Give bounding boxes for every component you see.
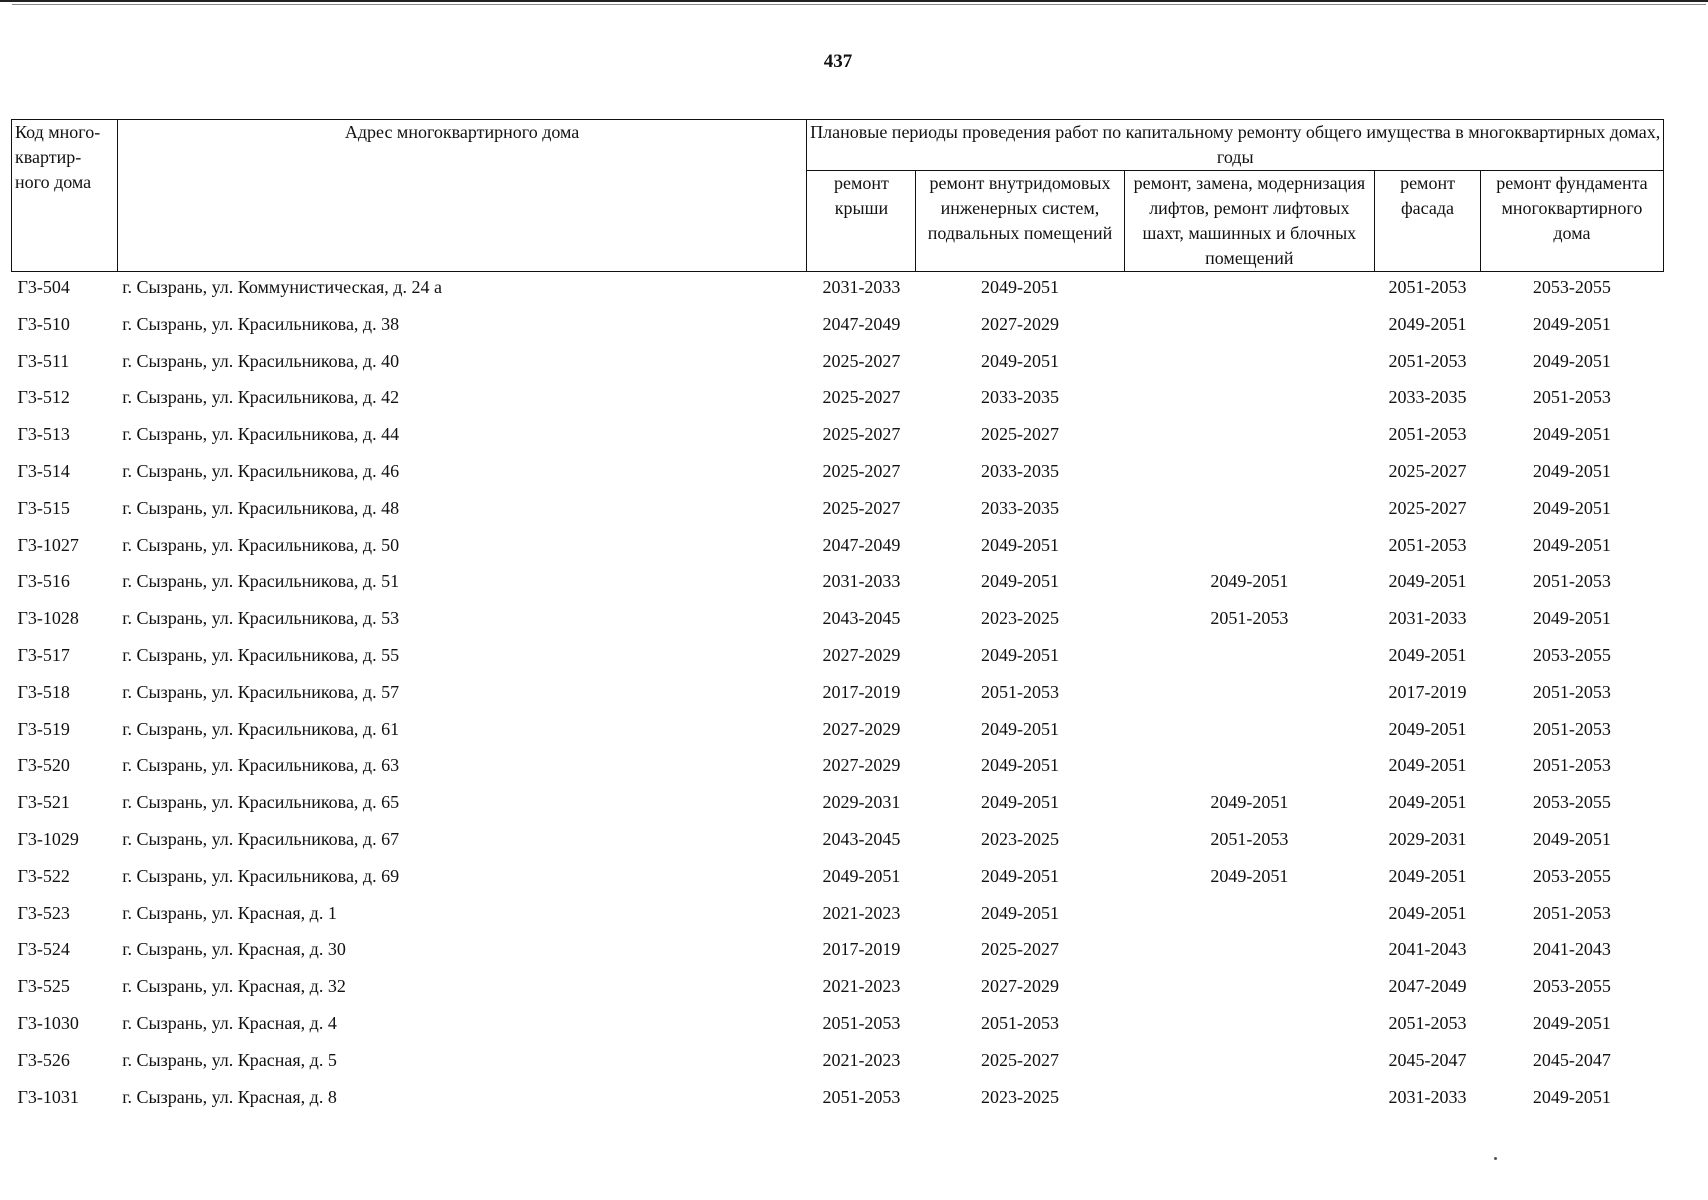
code-cell: Г3-511	[17, 350, 70, 371]
table-row	[12, 272, 1664, 309]
foundation-cell: 2049-2051	[1532, 460, 1611, 481]
roof-cell: 2047-2049	[822, 534, 901, 555]
engineering-cell: 2049-2051	[980, 571, 1059, 592]
foundation-cell: 2053-2055	[1532, 277, 1611, 297]
facade-cell: 2049-2051	[1388, 755, 1467, 776]
elevator-cell: 2049-2051	[1210, 865, 1289, 886]
elevator-cell	[1124, 714, 1375, 751]
roof-cell: 2027-2029	[822, 755, 901, 776]
table-row	[12, 787, 1664, 824]
elevator-cell	[1124, 1008, 1375, 1045]
engineering-cell: 2025-2027	[980, 424, 1059, 445]
table-row	[12, 1008, 1664, 1045]
facade-cell: 2031-2033	[1388, 1086, 1467, 1107]
facade-cell: 2051-2053	[1388, 424, 1467, 445]
roof-cell: 2021-2023	[822, 1049, 901, 1070]
code-cell: Г3-526	[17, 1049, 70, 1070]
roof-cell: 2051-2053	[822, 1086, 901, 1107]
engineering-cell: 2025-2027	[980, 1049, 1059, 1070]
engineering-cell: 2049-2051	[980, 644, 1059, 665]
roof-cell: 2025-2027	[822, 387, 901, 408]
elevator-cell: 2051-2053	[1210, 608, 1289, 629]
facade-cell: 2049-2051	[1388, 571, 1467, 592]
roof-cell: 2047-2049	[822, 313, 901, 334]
foundation-cell: 2049-2051	[1532, 424, 1611, 445]
code-cell: Г3-1030	[17, 1012, 79, 1033]
engineering-cell: 2033-2035	[980, 460, 1059, 481]
address-cell: г. Сызрань, ул. Красильникова, д. 57	[122, 681, 400, 702]
code-cell: Г3-523	[17, 902, 70, 923]
roof-cell: 2027-2029	[822, 644, 901, 665]
header-elevator: ремонт, замена, модернизация лифтов, ремонт лифтовых шахт, машинных и блочных помещений	[1124, 171, 1375, 272]
facade-cell: 2051-2053	[1388, 1012, 1467, 1033]
table-row	[12, 934, 1664, 971]
code-cell: Г3-525	[17, 976, 70, 997]
elevator-cell	[1124, 971, 1375, 1008]
address-cell: г. Сызрань, ул. Красная, д. 8	[122, 1086, 337, 1107]
code-cell: Г3-517	[17, 644, 70, 665]
elevator-cell	[1124, 272, 1375, 309]
address-cell: г. Сызрань, ул. Красильникова, д. 61	[122, 718, 400, 739]
roof-cell: 2051-2053	[822, 1012, 901, 1033]
elevator-cell	[1124, 1045, 1375, 1082]
top-border-line	[0, 0, 1708, 2]
foundation-cell: 2053-2055	[1532, 976, 1611, 997]
header-roof: ремонт крыши	[807, 171, 916, 272]
roof-cell: 2029-2031	[822, 792, 901, 813]
facade-cell: 2017-2019	[1388, 681, 1467, 702]
elevator-cell	[1124, 934, 1375, 971]
address-cell: г. Сызрань, ул. Красильникова, д. 40	[122, 350, 400, 371]
facade-cell: 2025-2027	[1388, 497, 1467, 518]
code-cell: Г3-524	[17, 939, 70, 960]
roof-cell: 2043-2045	[822, 608, 901, 629]
foundation-cell: 2053-2055	[1532, 865, 1611, 886]
engineering-cell: 2023-2025	[980, 1086, 1059, 1107]
roof-cell: 2031-2033	[822, 571, 901, 592]
facade-cell: 2049-2051	[1388, 313, 1467, 334]
foundation-cell: 2051-2053	[1532, 902, 1611, 923]
foundation-cell: 2049-2051	[1532, 534, 1611, 555]
facade-cell: 2049-2051	[1388, 865, 1467, 886]
code-cell: Г3-510	[17, 313, 70, 334]
foundation-cell: 2049-2051	[1532, 828, 1611, 849]
engineering-cell: 2025-2027	[980, 939, 1059, 960]
table-row	[12, 640, 1664, 677]
elevator-cell	[1124, 750, 1375, 787]
foundation-cell: 2049-2051	[1532, 1012, 1611, 1033]
engineering-cell: 2049-2051	[980, 865, 1059, 886]
table-row	[12, 530, 1664, 567]
foundation-cell: 2051-2053	[1532, 387, 1611, 408]
code-cell: Г3-516	[17, 571, 70, 592]
page-number: 437	[823, 51, 853, 72]
elevator-cell	[1124, 640, 1375, 677]
address-cell: г. Сызрань, ул. Красильникова, д. 63	[122, 755, 400, 776]
address-cell: г. Сызрань, ул. Красная, д. 1	[122, 902, 337, 923]
engineering-cell: 2023-2025	[980, 608, 1059, 629]
table-row	[12, 603, 1664, 640]
foundation-cell: 2049-2051	[1532, 497, 1611, 518]
address-cell: г. Сызрань, ул. Красильникова, д. 65	[122, 792, 400, 813]
engineering-cell: 2049-2051	[980, 902, 1059, 923]
engineering-cell: 2033-2035	[980, 497, 1059, 518]
repair-schedule-table	[11, 119, 1664, 1118]
engineering-cell: 2049-2051	[980, 718, 1059, 739]
table-row	[12, 382, 1664, 419]
engineering-cell: 2027-2029	[980, 313, 1059, 334]
facade-cell: 2051-2053	[1388, 277, 1467, 297]
address-cell: г. Сызрань, ул. Красильникова, д. 67	[122, 828, 400, 849]
code-cell: Г3-519	[17, 718, 70, 739]
address-cell: г. Сызрань, ул. Красильникова, д. 42	[122, 387, 400, 408]
header-foundation: ремонт фундамента многоквартирного дома	[1480, 171, 1663, 272]
engineering-cell: 2049-2051	[980, 350, 1059, 371]
code-cell: Г3-514	[17, 460, 70, 481]
elevator-cell	[1124, 382, 1375, 419]
roof-cell: 2025-2027	[822, 460, 901, 481]
facade-cell: 2045-2047	[1388, 1049, 1467, 1070]
foundation-cell: 2049-2051	[1532, 608, 1611, 629]
table-row	[12, 971, 1664, 1008]
engineering-cell: 2049-2051	[980, 534, 1059, 555]
table-row	[12, 677, 1664, 714]
roof-cell: 2025-2027	[822, 497, 901, 518]
code-cell: Г3-521	[17, 792, 70, 813]
foundation-cell: 2049-2051	[1532, 1086, 1611, 1107]
table-row	[12, 456, 1664, 493]
address-cell: г. Сызрань, ул. Красильникова, д. 53	[122, 608, 400, 629]
table-row	[12, 714, 1664, 751]
header-address: Адрес многоквартирного дома	[117, 120, 807, 272]
facade-cell: 2049-2051	[1388, 718, 1467, 739]
address-cell: г. Сызрань, ул. Красильникова, д. 38	[122, 313, 400, 334]
facade-cell: 2033-2035	[1388, 387, 1467, 408]
table-row	[12, 309, 1664, 346]
engineering-cell: 2049-2051	[980, 792, 1059, 813]
table-row	[12, 861, 1664, 898]
foundation-cell: 2049-2051	[1532, 350, 1611, 371]
code-cell: Г3-504	[17, 277, 70, 297]
foundation-cell: 2051-2053	[1532, 681, 1611, 702]
table-row	[12, 824, 1664, 861]
header-planned-periods: Плановые периоды проведения работ по капитальному ремонту общего имущества в многоквартирных домах, годы	[807, 120, 1664, 171]
elevator-cell	[1124, 493, 1375, 530]
code-cell: Г3-518	[17, 681, 70, 702]
facade-cell: 2051-2053	[1388, 534, 1467, 555]
code-cell: Г3-1028	[17, 608, 79, 629]
roof-cell: 2043-2045	[822, 828, 901, 849]
roof-cell: 2025-2027	[822, 350, 901, 371]
table-row	[12, 898, 1664, 935]
code-cell: Г3-522	[17, 865, 70, 886]
facade-cell: 2051-2053	[1388, 350, 1467, 371]
foundation-cell: 2051-2053	[1532, 571, 1611, 592]
code-cell: Г3-512	[17, 387, 70, 408]
engineering-cell: 2049-2051	[980, 755, 1059, 776]
address-cell: г. Сызрань, ул. Красильникова, д. 51	[122, 571, 400, 592]
facade-cell: 2041-2043	[1388, 939, 1467, 960]
elevator-cell	[1124, 530, 1375, 567]
code-cell: Г3-1029	[17, 828, 79, 849]
roof-cell: 2049-2051	[822, 865, 901, 886]
table-body	[12, 272, 1664, 1119]
roof-cell: 2021-2023	[822, 976, 901, 997]
elevator-cell	[1124, 309, 1375, 346]
foundation-cell: 2051-2053	[1532, 718, 1611, 739]
roof-cell: 2025-2027	[822, 424, 901, 445]
table-row	[12, 493, 1664, 530]
address-cell: г. Сызрань, ул. Красильникова, д. 44	[122, 424, 400, 445]
engineering-cell: 2023-2025	[980, 828, 1059, 849]
table-row	[12, 1082, 1664, 1119]
elevator-cell	[1124, 1082, 1375, 1119]
address-cell: г. Сызрань, ул. Красная, д. 30	[122, 939, 346, 960]
address-cell: г. Сызрань, ул. Красильникова, д. 55	[122, 644, 400, 665]
address-cell: г. Сызрань, ул. Красная, д. 4	[122, 1012, 337, 1033]
table-row	[12, 419, 1664, 456]
foundation-cell: 2051-2053	[1532, 755, 1611, 776]
facade-cell: 2025-2027	[1388, 460, 1467, 481]
elevator-cell	[1124, 677, 1375, 714]
address-cell: г. Сызрань, ул. Красная, д. 5	[122, 1049, 337, 1070]
elevator-cell: 2051-2053	[1210, 828, 1289, 849]
address-cell: г. Сызрань, ул. Красильникова, д. 48	[122, 497, 400, 518]
table-row	[12, 750, 1664, 787]
engineering-cell: 2033-2035	[980, 387, 1059, 408]
top-border-line-thin	[12, 4, 1706, 5]
foundation-cell: 2045-2047	[1532, 1049, 1611, 1070]
elevator-cell: 2049-2051	[1210, 571, 1289, 592]
table-row	[12, 346, 1664, 383]
code-cell: Г3-1031	[17, 1086, 79, 1107]
facade-cell: 2047-2049	[1388, 976, 1467, 997]
elevator-cell	[1124, 419, 1375, 456]
address-cell: г. Сызрань, ул. Красная, д. 32	[122, 976, 346, 997]
roof-cell: 2031-2033	[822, 277, 901, 297]
facade-cell: 2049-2051	[1388, 902, 1467, 923]
facade-cell: 2049-2051	[1388, 644, 1467, 665]
foundation-cell: 2041-2043	[1532, 939, 1611, 960]
foundation-cell: 2049-2051	[1532, 313, 1611, 334]
elevator-cell	[1124, 898, 1375, 935]
code-cell: Г3-520	[17, 755, 70, 776]
foundation-cell: 2053-2055	[1532, 792, 1611, 813]
engineering-cell: 2051-2053	[980, 1012, 1059, 1033]
address-cell: г. Сызрань, ул. Красильникова, д. 46	[122, 460, 400, 481]
facade-cell: 2029-2031	[1388, 828, 1467, 849]
table-row	[12, 566, 1664, 603]
elevator-cell: 2049-2051	[1210, 792, 1289, 813]
code-cell: Г3-1027	[17, 534, 79, 555]
roof-cell: 2027-2029	[822, 718, 901, 739]
foundation-cell: 2053-2055	[1532, 644, 1611, 665]
address-cell: г. Сызрань, ул. Красильникова, д. 69	[122, 865, 400, 886]
header-facade: ремонт фасада	[1375, 171, 1481, 272]
roof-cell: 2017-2019	[822, 681, 901, 702]
header-code: Код много-квартир-ного дома	[12, 120, 118, 272]
header-engineering: ремонт внутридомовых инженерных систем, подвальных помещений	[916, 171, 1124, 272]
facade-cell: 2049-2051	[1388, 792, 1467, 813]
roof-cell: 2021-2023	[822, 902, 901, 923]
address-cell: г. Сызрань, ул. Коммунистическая, д. 24 а	[122, 277, 442, 297]
facade-cell: 2031-2033	[1388, 608, 1467, 629]
table-row	[12, 1045, 1664, 1082]
code-cell: Г3-515	[17, 497, 70, 518]
roof-cell: 2017-2019	[822, 939, 901, 960]
engineering-cell: 2027-2029	[980, 976, 1059, 997]
engineering-cell: 2049-2051	[980, 277, 1059, 297]
address-cell: г. Сызрань, ул. Красильникова, д. 50	[122, 534, 400, 555]
elevator-cell	[1124, 456, 1375, 493]
engineering-cell: 2051-2053	[980, 681, 1059, 702]
elevator-cell	[1124, 346, 1375, 383]
scan-speck	[1494, 1157, 1497, 1160]
code-cell: Г3-513	[17, 424, 70, 445]
